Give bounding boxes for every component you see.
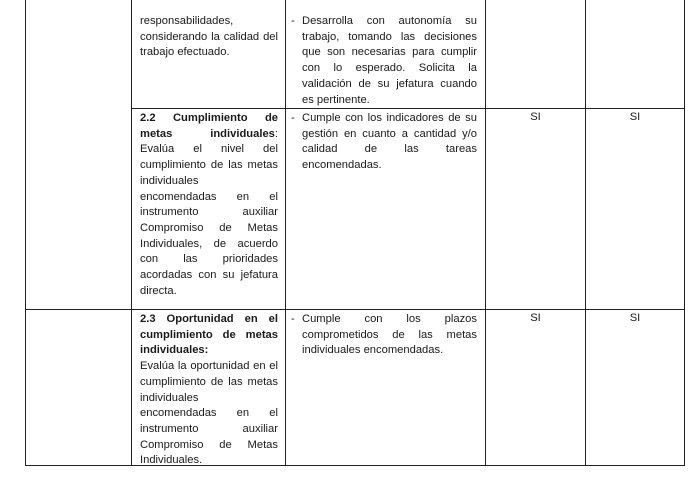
table-border-left	[25, 0, 26, 466]
bullet-dash: -	[291, 313, 295, 325]
list-item	[291, 14, 477, 108]
table-column-divider	[285, 0, 286, 466]
list-item	[291, 111, 477, 174]
table-row	[140, 111, 278, 299]
criterion-title: 2.3 Oportunidad en el cumplimiento de metas individuales:	[140, 313, 278, 357]
indicator-text: Desarrolla con autonomía su trabajo, tomando las decisiones que son necesarias para cumplir con lo esperado. Solicita la validación de su jefatura cuando es pertinente.	[302, 15, 477, 106]
indicator-cell	[291, 14, 477, 108]
table-column-divider	[131, 0, 132, 466]
rating-cell-yes: SI	[629, 111, 641, 123]
table-border-bottom	[25, 465, 685, 466]
rating-cell-yes: SI	[530, 111, 541, 123]
criterion-title: 2.2 Cumplimiento de metas individuales	[140, 112, 278, 140]
table-column-divider	[585, 0, 586, 466]
criterion-body: Evalúa el nivel del cumplimiento de las metas individuales encomendadas en el instrumento auxiliar Compromiso de Metas Individuales, de acuerdo con las prioridades acordadas con su jefatura directa.	[140, 143, 278, 297]
bullet-dash: -	[291, 15, 295, 27]
indicator-text: Cumple con los indicadores de su gestión en cuanto a cantidad y/o calidad de las tareas encomendadas.	[302, 112, 477, 172]
table-row	[140, 14, 278, 61]
table-row-divider	[25, 309, 685, 310]
table-column-divider	[485, 0, 486, 466]
indicator-cell	[291, 312, 477, 359]
indicator-text: Cumple con los plazos comprometidos de las metas individuales encomendadas.	[302, 313, 477, 357]
criterion-body: responsabilidades, considerando la calidad del trabajo efectuado.	[140, 15, 278, 59]
rating-cell-yes: SI	[530, 312, 541, 324]
indicator-cell	[291, 111, 477, 174]
table-row	[140, 312, 278, 469]
list-item	[291, 312, 477, 359]
rating-cell-yes: SI	[629, 312, 641, 324]
table-border-right	[684, 0, 685, 466]
bullet-dash: -	[291, 112, 295, 124]
title-colon: :	[274, 127, 278, 140]
criterion-body: Evalúa la oportunidad en el cumplimiento de las metas individuales encomendadas en el instrumento auxiliar Compromiso de Metas Individuales.	[140, 360, 278, 467]
